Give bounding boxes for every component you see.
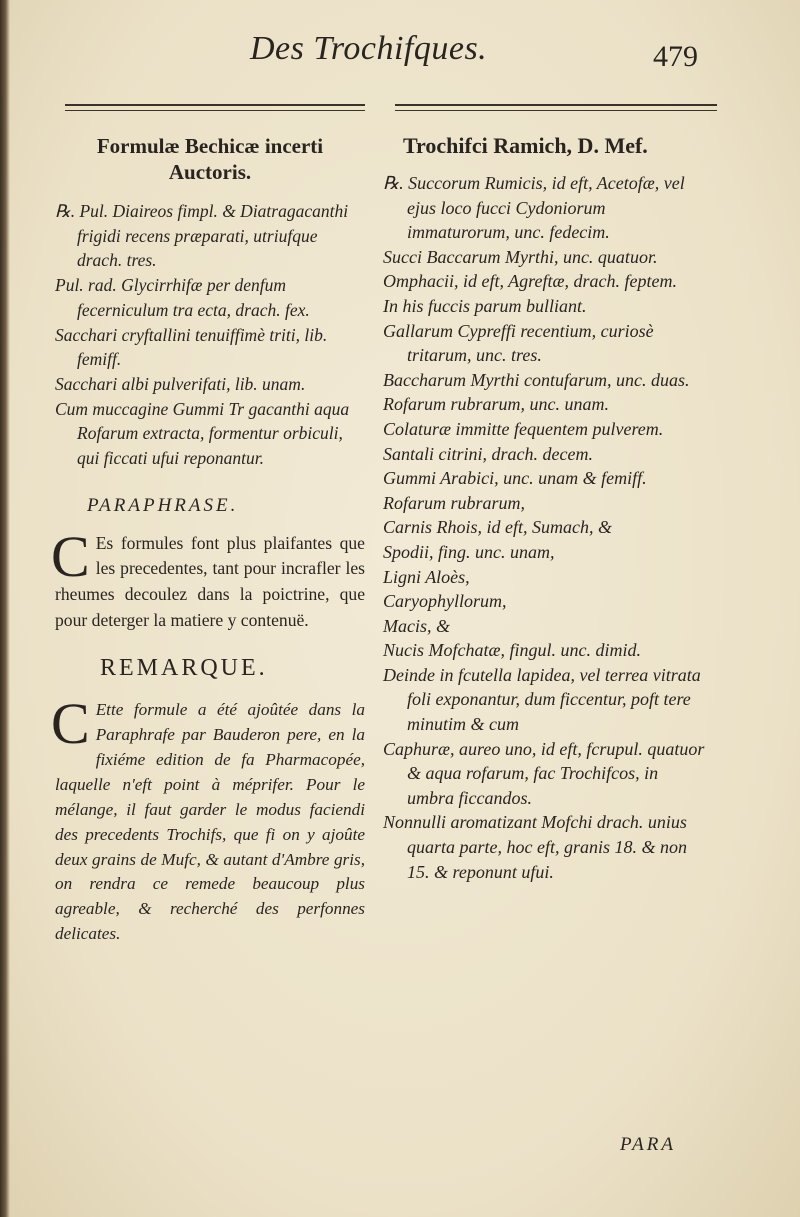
recipe-line: ℞. Pul. Diaireos fimpl. & Diatragacanthi frigidi recens præparati, utriufque drach. tres.: [55, 201, 349, 271]
left-column-rule: [65, 104, 365, 111]
recipe-line: Santali citrini, drach. decem.: [383, 443, 593, 464]
recipe-line: Gummi Arabici, unc. unam & femiff.: [383, 468, 647, 489]
recipe-line: Baccharum Myrthi contufarum, unc. duas.: [383, 369, 690, 390]
recipe-line: Carnis Rhois, id eft, Sumach, &: [383, 517, 612, 538]
catchword: PARA: [620, 1134, 676, 1155]
right-heading: Trochifci Ramich, D. Mef.: [403, 133, 648, 158]
page-number: 479: [653, 40, 698, 73]
recipe-line: Cum muccagine Gummi Tr gacanthi aqua Rofarum extracta, formentur orbiculi, qui ficcati ufui reponantur.: [55, 398, 350, 469]
recipe-line: Omphacii, id eft, Agreftæ, drach. feptem.: [383, 271, 677, 292]
paraphrase-text: Es formules font plus plaifantes que les precedentes, tant pour incrafler les rheumes decoulez dans la poictrine, que pour deterger la matiere y contenuë.: [55, 532, 365, 630]
recipe-line: Rofarum rubrarum,: [383, 492, 526, 513]
recipe-line: Gallarum Cypreffi recentium, curiosè tritarum, unc. tres.: [383, 320, 654, 366]
paraphrase-dropcap: C: [51, 523, 90, 589]
recipe-line: Nonnulli aromatizant Mofchi drach. unius quarta parte, hoc eft, granis 18. & non 15. & reponunt ufui.: [383, 812, 687, 882]
recipe-line: Sacchari albi pulverifati, lib. unam.: [55, 373, 306, 394]
left-column: [51, 104, 365, 947]
recipe-line: Sacchari cryftallini tenuiffimè triti, lib. femiff.: [55, 324, 328, 370]
paraphrase-paragraph: [51, 523, 365, 633]
recipe-line: Colaturæ immitte fequentem pulverem.: [383, 418, 664, 439]
recipe-line: In his fuccis parum bulliant.: [383, 295, 587, 316]
recipe-line: Rofarum rubrarum, unc. unam.: [383, 394, 610, 415]
recipe-line: Caryophyllorum,: [383, 591, 507, 612]
recipe-line: Macis, &: [383, 615, 450, 636]
left-recipe: [55, 199, 365, 471]
recipe-line: Caphuræ, aureo uno, id eft, fcrupul. quatuor & aqua rofarum, fac Trochifcos, in umbra ficcandos.: [383, 738, 705, 808]
remarque-dropcap: C: [51, 691, 90, 757]
recipe-line: Succi Baccarum Myrthi, unc. quatuor.: [383, 246, 658, 267]
remarque-paragraph: [51, 691, 365, 947]
recipe-line: ℞. Succorum Rumicis, id eft, Acetofæ, vel ejus loco fucci Cydoniorum immaturorum, unc. fedecim.: [383, 173, 685, 243]
recipe-line: Deinde in fcutella lapidea, vel terrea vitrata foli exponantur, dum ficcentur, poft tere minutim & cum: [383, 664, 701, 735]
page-binding-edge: [0, 0, 10, 1217]
left-heading: Formulæ Bechicæ incerti Auctoris.: [96, 134, 324, 184]
right-column: [383, 104, 708, 884]
right-column-rule: [395, 104, 717, 111]
recipe-line: Spodii, fing. unc. unam,: [383, 541, 555, 562]
running-title: Des Trochifques.: [250, 30, 488, 67]
recipe-line: Pul. rad. Glycirrhifæ per denfum fecerniculum tra ecta, drach. fex.: [55, 275, 310, 320]
remarque-text: Ette formule a été ajoûtée dans la Paraphrafe par Bauderon pere, en la fixiéme edition de fa Pharmacopée, laquelle n'eft point à méprifer. Pour le mélange, il faut garder le modus faciendi des precedents Trochifs, que fi on y ajoûte deux grains de Mufc, & autant d'Ambre gris, on rendra ce remede beaucoup plus agreable, & recherché des perfonnes delicates.: [55, 700, 365, 944]
right-recipe: [383, 171, 708, 884]
paraphrase-title: PARAPHRASE.: [87, 494, 239, 516]
remarque-title: REMARQUE.: [100, 655, 268, 682]
recipe-line: Nucis Mofchatæ, fingul. unc. dimid.: [383, 640, 641, 661]
recipe-line: Ligni Aloès,: [383, 566, 470, 587]
